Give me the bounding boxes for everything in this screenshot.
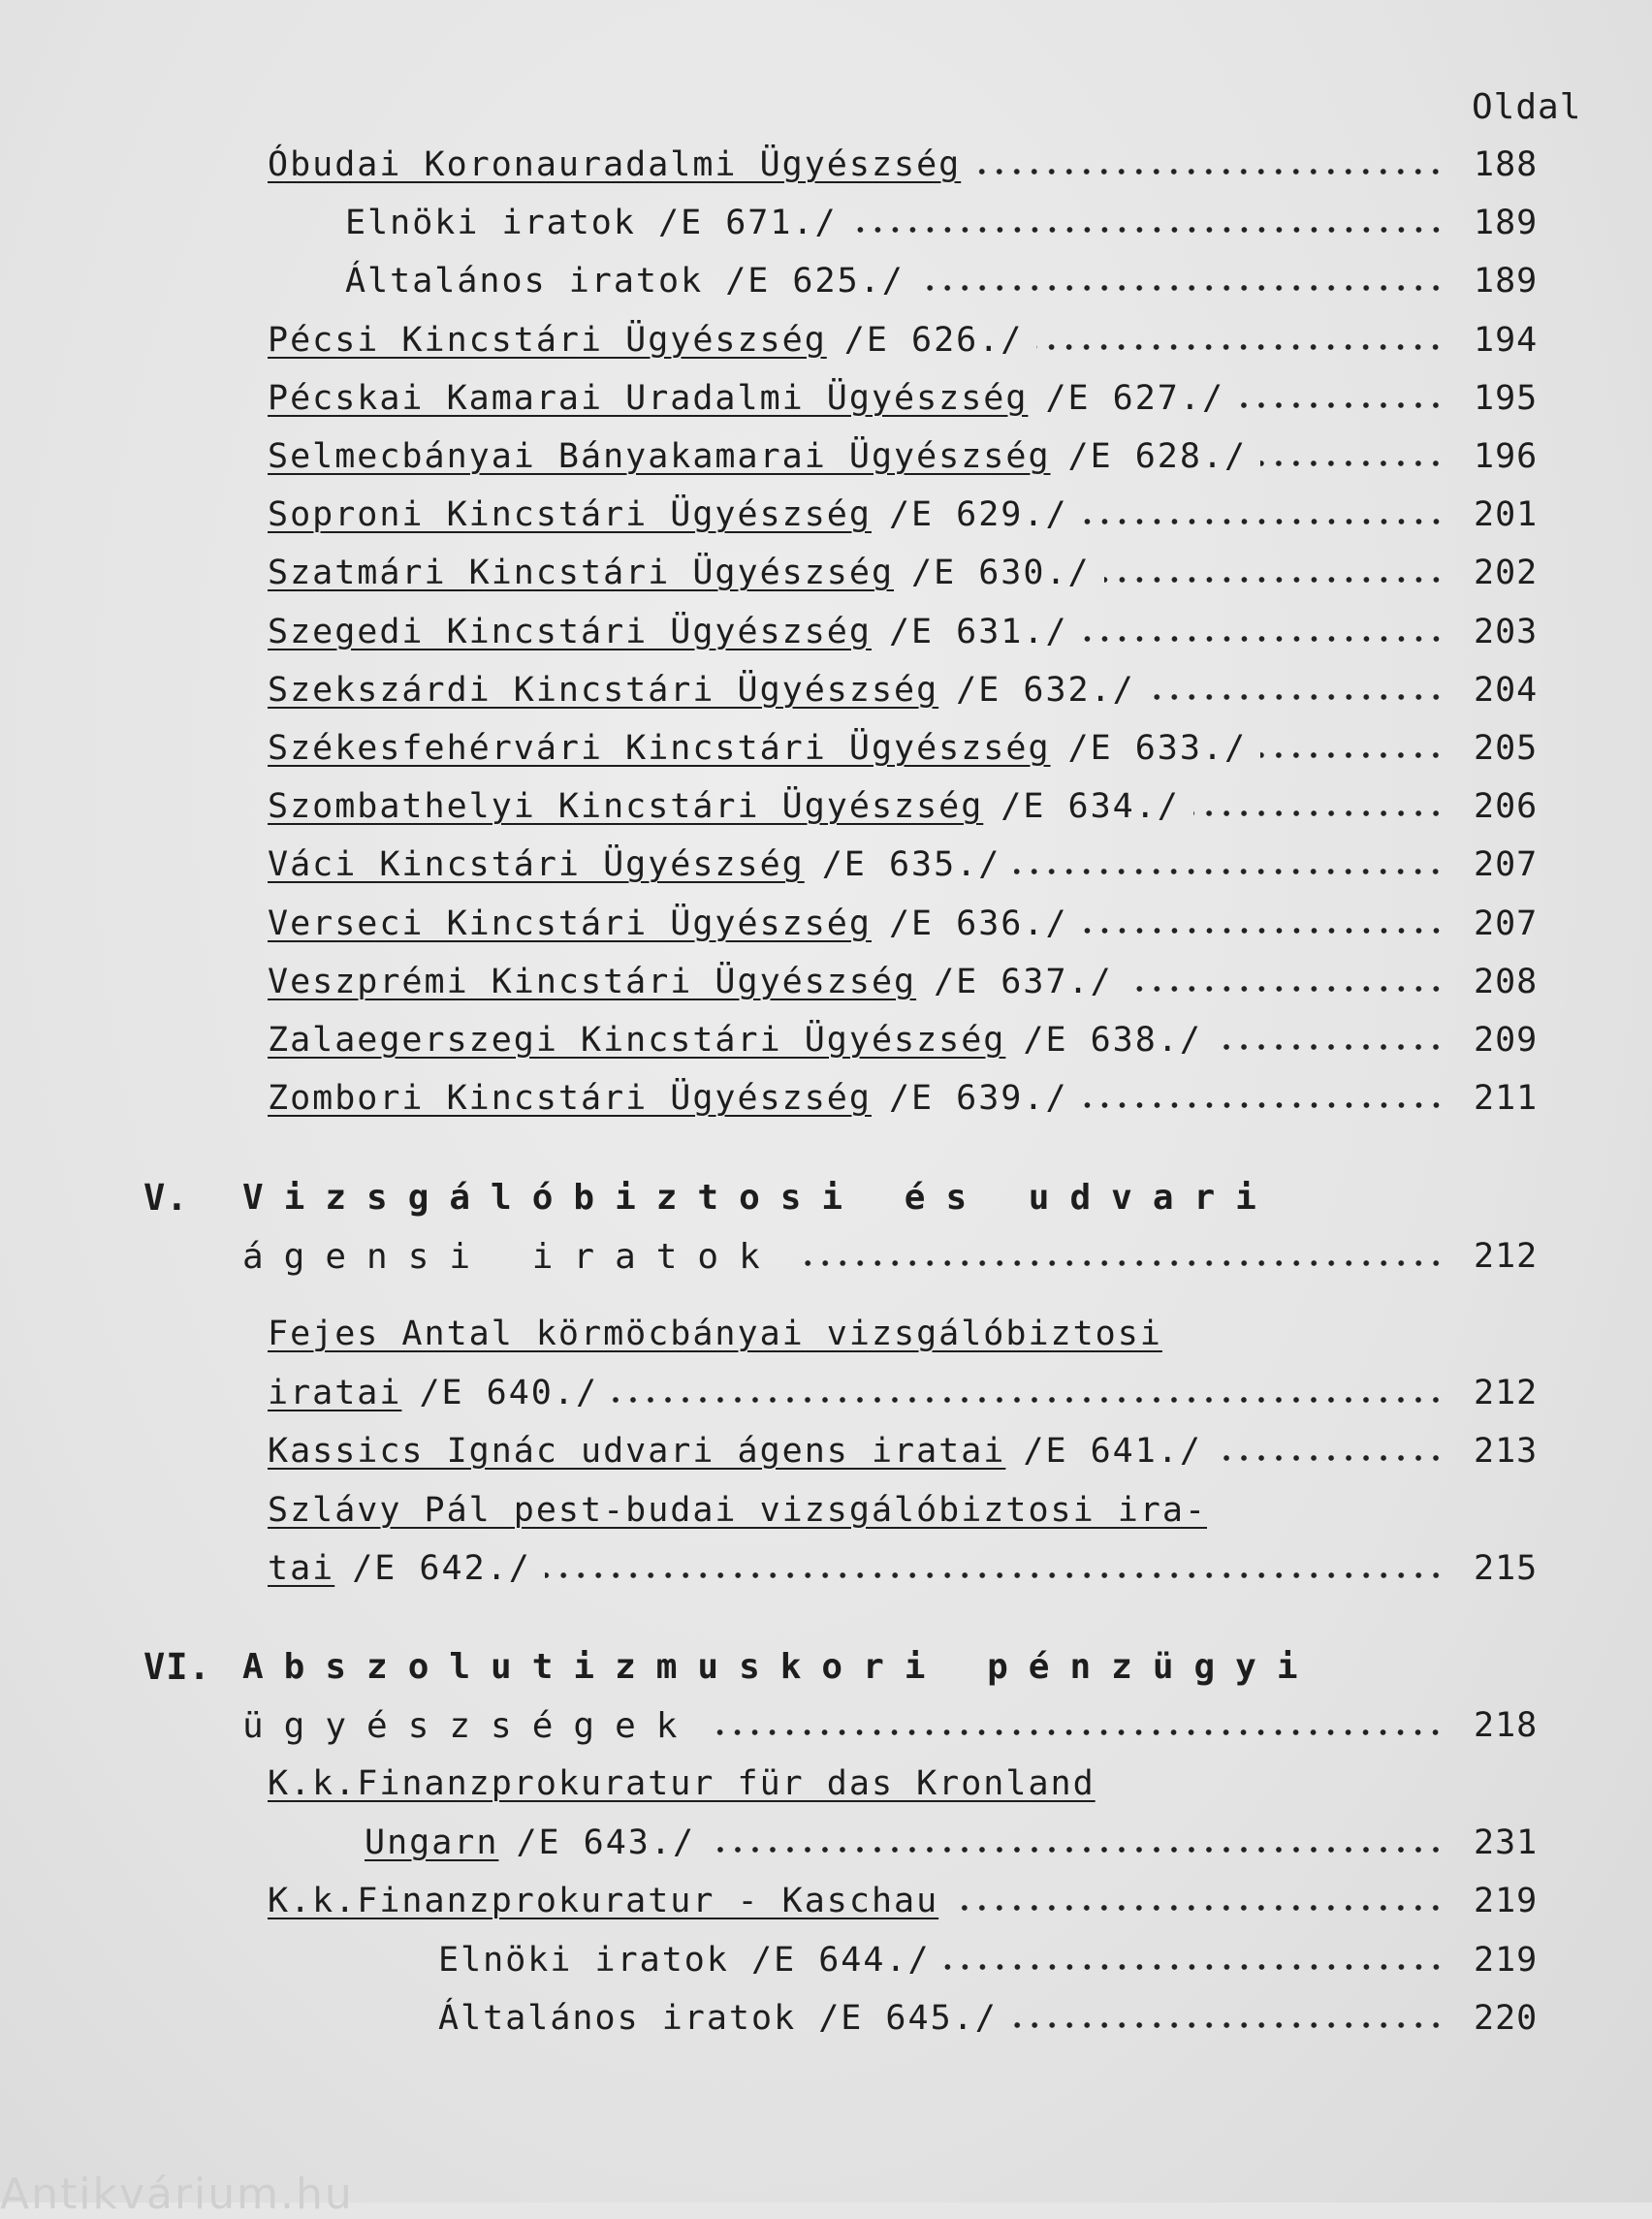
leader-dots bbox=[1014, 869, 1445, 874]
entry-reference: /E 640./ bbox=[419, 1373, 599, 1412]
index-entry bbox=[0, 1814, 1652, 1872]
index-entry bbox=[0, 895, 1652, 953]
leader-dots bbox=[711, 1729, 1445, 1735]
entry-reference: /E 635./ bbox=[821, 845, 1001, 885]
entry-title: Zalaegerszegi Kincstári Ügyészség bbox=[268, 1021, 1006, 1060]
entry-reference: /E 642./ bbox=[352, 1549, 531, 1588]
entry-title: Váci Kincstári Ügyészség bbox=[268, 845, 805, 885]
index-entry bbox=[0, 1305, 1652, 1363]
entry-page-number: 213 bbox=[1474, 1432, 1539, 1471]
section-vi-heading-line2: ügyészségek bbox=[242, 1705, 698, 1746]
index-entry bbox=[0, 1989, 1652, 2047]
leader-dots bbox=[974, 169, 1445, 174]
entry-page-number: 201 bbox=[1474, 495, 1539, 535]
entry-title: Elnöki iratok /E 671./ bbox=[345, 204, 838, 243]
section-v-page: 212 bbox=[1474, 1237, 1539, 1276]
section-v-heading-line1: Vizsgálóbiztosi és udvari bbox=[242, 1178, 1277, 1218]
leader-dots bbox=[952, 1905, 1445, 1911]
page-column-header: Oldal bbox=[1472, 87, 1582, 127]
leader-dots bbox=[1216, 1044, 1445, 1050]
entry-page-number: 212 bbox=[1474, 1373, 1539, 1412]
entry-title: Fejes Antal körmöcbányai vizsgálóbiztosi bbox=[268, 1315, 1162, 1353]
index-entry bbox=[0, 544, 1652, 602]
entry-page-number: 196 bbox=[1474, 437, 1539, 476]
index-entry bbox=[0, 1872, 1652, 1930]
entry-page-number: 202 bbox=[1474, 554, 1539, 593]
entry-page-number: 204 bbox=[1474, 670, 1539, 710]
leader-dots bbox=[1193, 810, 1445, 816]
entry-title: Zombori Kincstári Ügyészség bbox=[268, 1079, 872, 1119]
entry-title: Általános iratok /E 625./ bbox=[345, 262, 905, 301]
index-entry bbox=[0, 1422, 1652, 1480]
entry-title: Székesfehérvári Kincstári Ügyészség bbox=[268, 729, 1051, 768]
leader-dots bbox=[709, 1847, 1445, 1853]
entry-title: tai bbox=[268, 1549, 335, 1588]
entry-reference: /E 633./ bbox=[1067, 729, 1248, 768]
index-entry bbox=[0, 1931, 1652, 1989]
leader-dots bbox=[545, 1572, 1445, 1578]
index-entry bbox=[0, 1755, 1652, 1813]
index-entry bbox=[0, 369, 1652, 428]
entry-page-number: 194 bbox=[1474, 320, 1539, 360]
leader-dots bbox=[1127, 986, 1445, 992]
index-entry bbox=[0, 836, 1652, 894]
index-entry bbox=[0, 661, 1652, 719]
entry-reference: /E 639./ bbox=[888, 1079, 1068, 1119]
entry-title: Szlávy Pál pest-budai vizsgálóbiztosi ira- bbox=[268, 1490, 1208, 1530]
entry-title: iratai bbox=[268, 1373, 402, 1412]
index-entry bbox=[0, 252, 1652, 310]
leader-dots bbox=[1216, 1455, 1445, 1461]
leader-dots bbox=[1082, 519, 1445, 524]
entry-reference: /E 637./ bbox=[934, 962, 1113, 1001]
entry-title: Általános iratok /E 645./ bbox=[438, 1999, 998, 2038]
entry-page-number: 211 bbox=[1474, 1079, 1539, 1119]
leader-dots bbox=[1082, 1102, 1445, 1108]
entry-page-number: 203 bbox=[1474, 612, 1539, 651]
leader-dots bbox=[794, 1260, 1445, 1266]
leader-dots bbox=[1082, 636, 1445, 642]
leader-dots bbox=[1149, 694, 1445, 700]
leader-dots bbox=[1104, 577, 1445, 583]
entry-title: Pécskai Kamarai Uradalmi Ügyészség bbox=[268, 378, 1029, 418]
entry-reference: /E 634./ bbox=[1001, 787, 1180, 827]
section-vi-page: 218 bbox=[1474, 1706, 1539, 1745]
section-v-heading-row bbox=[0, 1227, 1652, 1285]
entry-page-number: 207 bbox=[1474, 845, 1539, 885]
entry-reference: /E 627./ bbox=[1045, 378, 1225, 418]
index-entry bbox=[0, 953, 1652, 1011]
leader-dots bbox=[1036, 344, 1445, 350]
entry-title: Elnöki iratok /E 644./ bbox=[438, 1940, 931, 1980]
entry-title: Ungarn bbox=[365, 1823, 499, 1862]
index-entry bbox=[0, 486, 1652, 544]
entry-page-number: 195 bbox=[1474, 378, 1539, 418]
entry-page-number: 220 bbox=[1474, 1999, 1539, 2038]
entry-page-number: 205 bbox=[1474, 729, 1539, 768]
entry-title: Szegedi Kincstári Ügyészség bbox=[268, 612, 872, 651]
entry-page-number: 189 bbox=[1474, 204, 1539, 243]
section-vi-heading-line1: Abszolutizmuskori pénzügyi bbox=[242, 1647, 1318, 1687]
entry-page-number: 209 bbox=[1474, 1021, 1539, 1060]
entry-title: K.k.Finanzprokuratur für das Kronland bbox=[268, 1764, 1096, 1803]
section-vi-heading-row bbox=[0, 1696, 1652, 1755]
entry-page-number: 188 bbox=[1474, 145, 1539, 184]
section-v-numeral: V. bbox=[143, 1177, 189, 1219]
section-vi-numeral: VI. bbox=[143, 1646, 211, 1688]
entry-reference: /E 636./ bbox=[888, 903, 1068, 943]
leader-dots bbox=[1082, 928, 1445, 934]
index-entry bbox=[0, 1069, 1652, 1127]
index-entry bbox=[0, 1011, 1652, 1069]
section-v-heading-line2: ágensi iratok bbox=[242, 1236, 780, 1277]
watermark: Antikvárium.hu bbox=[0, 2170, 354, 2219]
entry-reference: /E 641./ bbox=[1023, 1432, 1202, 1471]
index-entry bbox=[0, 1364, 1652, 1422]
entry-title: Szombathelyi Kincstári Ügyészség bbox=[268, 787, 984, 827]
entry-title: K.k.Finanzprokuratur - Kaschau bbox=[268, 1882, 939, 1920]
index-entry bbox=[0, 136, 1652, 194]
entry-page-number: 208 bbox=[1474, 962, 1539, 1001]
entry-reference: /E 628./ bbox=[1067, 437, 1248, 476]
leader-dots bbox=[1011, 2022, 1445, 2028]
entry-title: Selmecbányai Bányakamarai Ügyészség bbox=[268, 437, 1051, 476]
entry-reference: /E 638./ bbox=[1023, 1021, 1202, 1060]
entry-title: Szatmári Kincstári Ügyészség bbox=[268, 554, 895, 593]
leader-dots bbox=[612, 1397, 1445, 1403]
entry-reference: /E 631./ bbox=[888, 612, 1068, 651]
entry-title: Soproni Kincstári Ügyészség bbox=[268, 495, 872, 535]
entry-title: Pécsi Kincstári Ügyészség bbox=[268, 320, 827, 360]
entry-page-number: 219 bbox=[1474, 1882, 1539, 1920]
entry-title: Szekszárdi Kincstári Ügyészség bbox=[268, 670, 939, 710]
entry-reference: /E 626./ bbox=[843, 320, 1024, 360]
leader-dots bbox=[851, 227, 1445, 233]
entry-page-number: 231 bbox=[1474, 1823, 1539, 1862]
entry-title: Verseci Kincstári Ügyészség bbox=[268, 903, 872, 943]
entry-reference: /E 632./ bbox=[956, 670, 1135, 710]
entry-reference: /E 643./ bbox=[516, 1823, 696, 1862]
entry-page-number: 207 bbox=[1474, 903, 1539, 943]
leader-dots bbox=[918, 285, 1445, 291]
leader-dots bbox=[1260, 752, 1445, 758]
index-entry bbox=[0, 719, 1652, 777]
index-entry bbox=[0, 194, 1652, 252]
index-entry bbox=[0, 777, 1652, 836]
index-entry bbox=[0, 603, 1652, 661]
index-entry bbox=[0, 311, 1652, 369]
index-entry bbox=[0, 428, 1652, 486]
leader-dots bbox=[1260, 460, 1445, 466]
index-entry bbox=[0, 1481, 1652, 1539]
entry-page-number: 215 bbox=[1474, 1549, 1539, 1588]
entry-page-number: 189 bbox=[1474, 262, 1539, 301]
leader-dots bbox=[944, 1964, 1445, 1970]
entry-title: Veszprémi Kincstári Ügyészség bbox=[268, 962, 917, 1001]
index-entry bbox=[0, 1539, 1652, 1598]
entry-reference: /E 630./ bbox=[911, 554, 1091, 593]
entry-title: Óbudai Koronauradalmi Ügyészség bbox=[268, 145, 962, 184]
entry-reference: /E 629./ bbox=[888, 495, 1068, 535]
entry-title: Kassics Ignác udvari ágens iratai bbox=[268, 1432, 1006, 1471]
leader-dots bbox=[1238, 402, 1445, 408]
entry-page-number: 219 bbox=[1474, 1940, 1539, 1980]
entry-page-number: 206 bbox=[1474, 787, 1539, 827]
